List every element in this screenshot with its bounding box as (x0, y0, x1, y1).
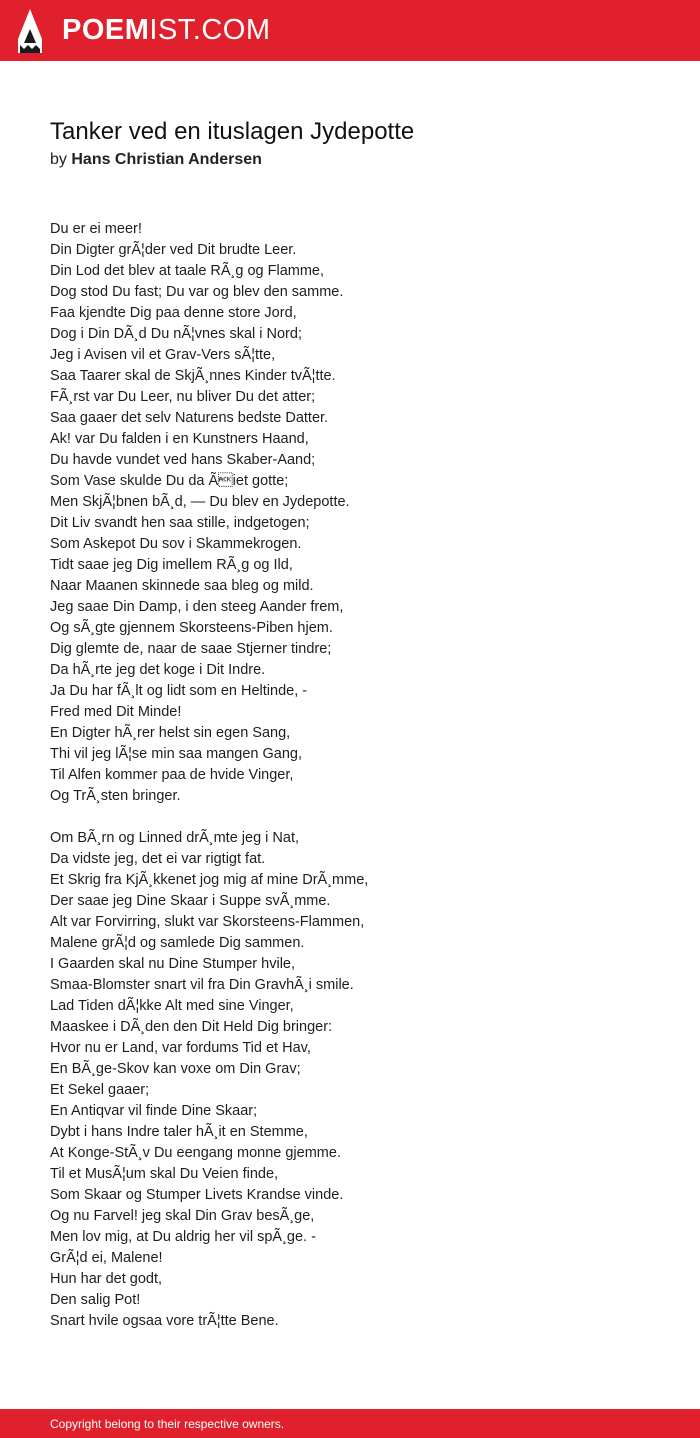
poem-line: Din Digter grÃ¦der ved Dit brudte Leer. (50, 242, 297, 258)
poem-line: Den salig Pot! (50, 1292, 141, 1308)
poem-line: Ja Du har fÃ¸lt og lidt som en Heltinde, - (50, 683, 308, 699)
byline (50, 149, 670, 171)
poem-line: Og nu Farvel! jeg skal Din Grav besÃ¸ge, (50, 1208, 315, 1224)
poem-stanza (50, 219, 670, 807)
copyright-text: Copyright belong to their respective owners. (50, 1417, 285, 1431)
poem-line: Ak! var Du falden i en Kunstners Haand, (50, 431, 309, 447)
poem-line: FÃ¸rst var Du Leer, nu bliver Du det atter; (50, 389, 316, 405)
poem-line: Lad Tiden dÃ¦kke Alt med sine Vinger, (50, 998, 294, 1014)
site-header (0, 0, 700, 61)
poem-line: Og sÃ¸gte gjennem Skorsteens-Piben hjem. (50, 620, 333, 636)
poem-line: Dog stod Du fast; Du var og blev den samme. (50, 284, 344, 300)
poem-title: Tanker ved en ituslagen Jydepotte (50, 118, 415, 145)
poem-line: Malene grÃ¦d og samlede Dig sammen. (50, 935, 305, 951)
site-footer (0, 1409, 700, 1438)
poem-line: Men lov mig, at Du aldrig her vil spÃ¸ge. - (50, 1229, 316, 1245)
poem-line: Da hÃ¸rte jeg det koge i Dit Indre. (50, 662, 266, 678)
poem-line: En BÃ¸ge-Skov kan voxe om Din Grav; (50, 1061, 301, 1077)
poem-line: Da vidste jeg, det ei var rigtigt fat. (50, 851, 266, 867)
stanza-gap (50, 807, 670, 828)
poem-line: Snart hvile ogsaa vore trÃ¦tte Bene. (50, 1313, 279, 1329)
poem-line: Faa kjendte Dig paa denne store Jord, (50, 305, 297, 321)
poem-line: Men SkjÃ¦bnen bÃ¸d, — Du blev en Jydepotte. (50, 494, 350, 510)
poem-line: Smaa-Blomster snart vil fra Din GravhÃ¸i smile. (50, 977, 354, 993)
poem-line: Dybt i hans Indre taler hÃ¸it en Stemme, (50, 1124, 308, 1140)
poem-line: Tidt saae jeg Dig imellem RÃ¸g og Ild, (50, 557, 293, 573)
poem-line: Hvor nu er Land, var fordums Tid et Hav, (50, 1040, 311, 1056)
poem-heading (50, 117, 670, 171)
poem-line: I Gaarden skal nu Dine Stumper hvile, (50, 956, 296, 972)
poem-line: En Antiqvar vil finde Dine Skaar; (50, 1103, 258, 1119)
poem-line: Naar Maanen skinnede saa bleg og mild. (50, 578, 314, 594)
poem-line: Dog i Din DÃ¸d Du nÃ¦vnes skal i Nord; (50, 326, 302, 342)
poem-line: Thi vil jeg lÃ¦se min saa mangen Gang, (50, 746, 303, 762)
author-name[interactable]: Hans Christian Andersen (71, 151, 262, 168)
poem-line: Om BÃ¸rn og Linned drÃ¸mte jeg i Nat, (50, 830, 300, 846)
logo-light-text: IST.COM (149, 14, 271, 46)
poem-line: Du er ei meer! (50, 221, 142, 237)
poem-line: Til et MusÃ¦um skal Du Veien finde, (50, 1166, 279, 1182)
poem-line: En Digter hÃ¸rer helst sin egen Sang, (50, 725, 291, 741)
poem-line: Til Alfen kommer paa de hvide Vinger, (50, 767, 294, 783)
by-label: by (50, 151, 67, 168)
poem-line: Jeg i Avisen vil et Grav-Vers sÃ¦tte, (50, 347, 276, 363)
poem-line: Et Skrig fra KjÃ¸kkenet jog mig af mine DrÃ¸mme, (50, 872, 369, 888)
poem-line: Jeg saae Din Damp, i den steeg Aander frem, (50, 599, 344, 615)
poem-line: Der saae jeg Dine Skaar i Suppe svÃ¸mme. (50, 893, 331, 909)
poem-line: Et Sekel gaaer; (50, 1082, 150, 1098)
poem-line: Fred med Dit Minde! (50, 704, 182, 720)
poem-line: At Konge-StÃ¸v Du eengang monne gjemme. (50, 1145, 341, 1161)
poem-line: Som Askepot Du sov i Skammekrogen. (50, 536, 302, 552)
poem-line: Hun har det godt, (50, 1271, 163, 1287)
poem-line: Saa gaaer det selv Naturens bedste Datter. (50, 410, 329, 426)
poem-line: Du havde vundet ved hans Skaber-Aand; (50, 452, 316, 468)
poem-line: Alt var Forvirring, slukt var Skorsteens-Flammen, (50, 914, 365, 930)
poem-line: Saa Taarer skal de SkjÃ¸nnes Kinder tvÃ¦tte. (50, 368, 336, 384)
poem-line: Maaskee i DÃ¸den den Dit Held Dig bringer: (50, 1019, 333, 1035)
pen-nib-icon[interactable] (16, 9, 44, 53)
poem-line: Og TrÃ¸sten bringer. (50, 788, 181, 804)
poem-line: Som Vase skulde Du da Ãiet gotte; (50, 473, 289, 489)
poem-line: GrÃ¦d ei, Malene! (50, 1250, 163, 1266)
poem-line: Dit Liv svandt hen saa stille, indgetogen; (50, 515, 310, 531)
poem-line: Som Skaar og Stumper Livets Krandse vinde. (50, 1187, 344, 1203)
logo-bold-text: POEM (62, 14, 150, 46)
site-logo[interactable] (62, 13, 271, 47)
poem-stanza (50, 828, 670, 1332)
poem-body (50, 219, 670, 1332)
poem-line: Din Lod det blev at taale RÃ¸g og Flamme, (50, 263, 325, 279)
poem-line: Dig glemte de, naar de saae Stjerner tindre; (50, 641, 332, 657)
